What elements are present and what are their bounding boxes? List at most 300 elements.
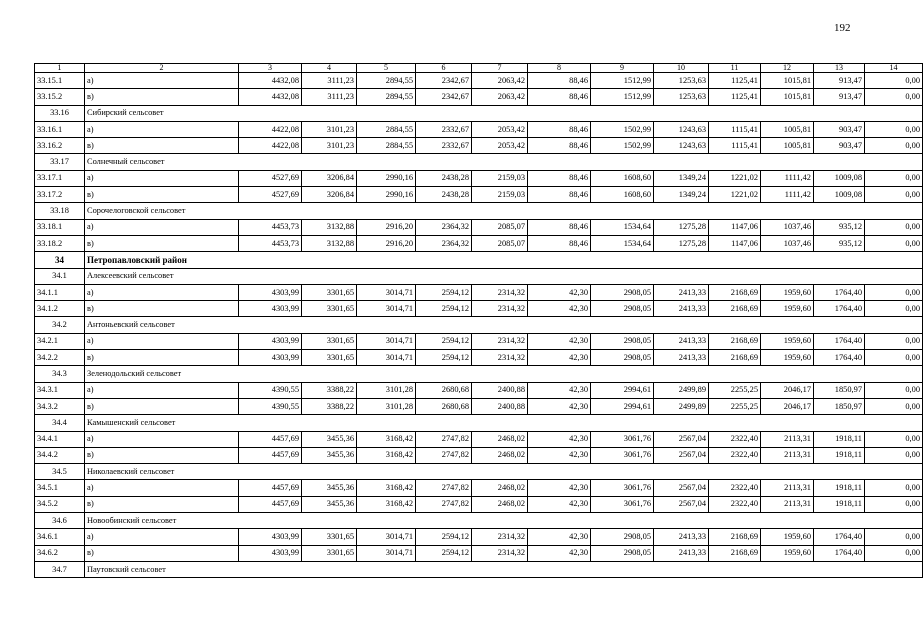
value-cell: 2884,55 bbox=[357, 121, 416, 137]
value-cell: 1009,08 bbox=[814, 170, 865, 186]
value-cell: 1221,02 bbox=[709, 187, 761, 203]
value-cell: 1253,63 bbox=[654, 73, 709, 89]
value-cell: 4527,69 bbox=[239, 170, 302, 186]
value-cell: 2567,04 bbox=[654, 480, 709, 496]
value-cell: 3014,71 bbox=[357, 284, 416, 300]
value-cell: 2413,33 bbox=[654, 301, 709, 317]
value-cell: 1764,40 bbox=[814, 545, 865, 561]
section-title: Солнечный сельсовет bbox=[85, 154, 923, 170]
value-cell: 3101,23 bbox=[302, 121, 357, 137]
row-id: 33.18 bbox=[35, 203, 85, 219]
column-header: 14 bbox=[865, 64, 923, 73]
value-cell: 2053,42 bbox=[472, 121, 528, 137]
value-cell: 1959,60 bbox=[761, 350, 814, 366]
value-cell: 42,30 bbox=[528, 382, 591, 398]
row-label: а) bbox=[85, 529, 239, 545]
value-cell: 3388,22 bbox=[302, 398, 357, 414]
row-id: 34.5.2 bbox=[35, 496, 85, 512]
value-cell: 2400,88 bbox=[472, 382, 528, 398]
value-cell: 2916,20 bbox=[357, 235, 416, 251]
value-cell: 2322,40 bbox=[709, 447, 761, 463]
value-cell: 1111,42 bbox=[761, 187, 814, 203]
section-title: Сорочелоговской сельсовет bbox=[85, 203, 923, 219]
value-cell: 42,30 bbox=[528, 301, 591, 317]
value-cell: 2332,67 bbox=[416, 138, 472, 154]
section-row bbox=[35, 268, 923, 284]
value-cell: 1959,60 bbox=[761, 529, 814, 545]
section-title: Алексеевский сельсовет bbox=[85, 268, 923, 284]
value-cell: 2400,88 bbox=[472, 398, 528, 414]
value-cell: 2168,69 bbox=[709, 333, 761, 349]
row-label: в) bbox=[85, 398, 239, 414]
value-cell: 42,30 bbox=[528, 350, 591, 366]
value-cell: 4390,55 bbox=[239, 382, 302, 398]
column-header: 11 bbox=[709, 64, 761, 73]
value-cell: 1037,46 bbox=[761, 219, 814, 235]
value-cell: 913,47 bbox=[814, 73, 865, 89]
value-cell: 2113,31 bbox=[761, 447, 814, 463]
table-row bbox=[35, 447, 923, 463]
value-cell: 2908,05 bbox=[591, 284, 654, 300]
value-cell: 2314,32 bbox=[472, 350, 528, 366]
value-cell: 3014,71 bbox=[357, 529, 416, 545]
value-cell: 3061,76 bbox=[591, 431, 654, 447]
value-cell: 0,00 bbox=[865, 170, 923, 186]
value-cell: 2085,07 bbox=[472, 219, 528, 235]
value-cell: 1959,60 bbox=[761, 545, 814, 561]
row-id: 33.16.1 bbox=[35, 121, 85, 137]
section-row bbox=[35, 317, 923, 333]
value-cell: 2567,04 bbox=[654, 496, 709, 512]
value-cell: 2499,89 bbox=[654, 398, 709, 414]
value-cell: 2314,32 bbox=[472, 333, 528, 349]
value-cell: 2342,67 bbox=[416, 73, 472, 89]
value-cell: 1349,24 bbox=[654, 170, 709, 186]
value-cell: 1918,11 bbox=[814, 496, 865, 512]
value-cell: 4457,69 bbox=[239, 447, 302, 463]
value-cell: 4390,55 bbox=[239, 398, 302, 414]
value-cell: 2322,40 bbox=[709, 431, 761, 447]
value-cell: 1275,28 bbox=[654, 235, 709, 251]
value-cell: 1764,40 bbox=[814, 301, 865, 317]
value-cell: 1502,99 bbox=[591, 121, 654, 137]
value-cell: 2894,55 bbox=[357, 73, 416, 89]
value-cell: 1608,60 bbox=[591, 170, 654, 186]
value-cell: 1115,41 bbox=[709, 138, 761, 154]
table-row bbox=[35, 382, 923, 398]
value-cell: 2468,02 bbox=[472, 431, 528, 447]
value-cell: 2113,31 bbox=[761, 496, 814, 512]
value-cell: 88,46 bbox=[528, 187, 591, 203]
value-cell: 903,47 bbox=[814, 121, 865, 137]
value-cell: 2468,02 bbox=[472, 447, 528, 463]
value-cell: 3014,71 bbox=[357, 333, 416, 349]
row-id: 34.7 bbox=[35, 561, 85, 577]
section-title: Паутовский сельсовет bbox=[85, 561, 923, 577]
section-row bbox=[35, 513, 923, 529]
value-cell: 3061,76 bbox=[591, 496, 654, 512]
value-cell: 3301,65 bbox=[302, 529, 357, 545]
row-id: 33.17 bbox=[35, 154, 85, 170]
value-cell: 0,00 bbox=[865, 301, 923, 317]
value-cell: 88,46 bbox=[528, 89, 591, 105]
row-id: 33.17.1 bbox=[35, 170, 85, 186]
value-cell: 0,00 bbox=[865, 219, 923, 235]
value-cell: 3455,36 bbox=[302, 496, 357, 512]
value-cell: 3168,42 bbox=[357, 447, 416, 463]
value-cell: 4303,99 bbox=[239, 545, 302, 561]
value-cell: 2908,05 bbox=[591, 529, 654, 545]
table-row bbox=[35, 219, 923, 235]
row-label: а) bbox=[85, 431, 239, 447]
value-cell: 3206,84 bbox=[302, 170, 357, 186]
value-cell: 0,00 bbox=[865, 382, 923, 398]
value-cell: 4303,99 bbox=[239, 529, 302, 545]
value-cell: 3301,65 bbox=[302, 284, 357, 300]
table-row bbox=[35, 529, 923, 545]
value-cell: 3301,65 bbox=[302, 545, 357, 561]
value-cell: 3455,36 bbox=[302, 431, 357, 447]
row-id: 33.16 bbox=[35, 105, 85, 121]
value-cell: 2413,33 bbox=[654, 529, 709, 545]
row-id: 34.4.2 bbox=[35, 447, 85, 463]
value-cell: 2594,12 bbox=[416, 545, 472, 561]
value-cell: 1275,28 bbox=[654, 219, 709, 235]
row-label: а) bbox=[85, 170, 239, 186]
row-id: 33.18.2 bbox=[35, 235, 85, 251]
value-cell: 1221,02 bbox=[709, 170, 761, 186]
value-cell: 2413,33 bbox=[654, 350, 709, 366]
table-row bbox=[35, 431, 923, 447]
value-cell: 2314,32 bbox=[472, 301, 528, 317]
value-cell: 935,12 bbox=[814, 235, 865, 251]
value-cell: 0,00 bbox=[865, 138, 923, 154]
value-cell: 4453,73 bbox=[239, 219, 302, 235]
value-cell: 4422,08 bbox=[239, 138, 302, 154]
value-cell: 3168,42 bbox=[357, 496, 416, 512]
value-cell: 4457,69 bbox=[239, 431, 302, 447]
value-cell: 935,12 bbox=[814, 219, 865, 235]
row-id: 33.15.2 bbox=[35, 89, 85, 105]
value-cell: 1147,06 bbox=[709, 235, 761, 251]
value-cell: 4303,99 bbox=[239, 350, 302, 366]
value-cell: 2332,67 bbox=[416, 121, 472, 137]
value-cell: 2884,55 bbox=[357, 138, 416, 154]
value-cell: 2438,28 bbox=[416, 170, 472, 186]
value-cell: 3101,23 bbox=[302, 138, 357, 154]
value-cell: 2063,42 bbox=[472, 73, 528, 89]
column-header: 9 bbox=[591, 64, 654, 73]
value-cell: 0,00 bbox=[865, 529, 923, 545]
value-cell: 4303,99 bbox=[239, 301, 302, 317]
value-cell: 3061,76 bbox=[591, 447, 654, 463]
value-cell: 2594,12 bbox=[416, 301, 472, 317]
value-cell: 3388,22 bbox=[302, 382, 357, 398]
value-cell: 3014,71 bbox=[357, 301, 416, 317]
value-cell: 2413,33 bbox=[654, 545, 709, 561]
value-cell: 42,30 bbox=[528, 398, 591, 414]
value-cell: 0,00 bbox=[865, 89, 923, 105]
value-cell: 2994,61 bbox=[591, 382, 654, 398]
value-cell: 2916,20 bbox=[357, 219, 416, 235]
value-cell: 2747,82 bbox=[416, 447, 472, 463]
section-title: Николаевский сельсовет bbox=[85, 464, 923, 480]
value-cell: 3101,28 bbox=[357, 382, 416, 398]
column-number-row bbox=[35, 64, 923, 73]
row-id: 34.3.2 bbox=[35, 398, 85, 414]
value-cell: 1918,11 bbox=[814, 431, 865, 447]
table-row bbox=[35, 333, 923, 349]
value-cell: 2908,05 bbox=[591, 350, 654, 366]
value-cell: 2894,55 bbox=[357, 89, 416, 105]
value-cell: 2255,25 bbox=[709, 382, 761, 398]
row-label: а) bbox=[85, 480, 239, 496]
value-cell: 3301,65 bbox=[302, 333, 357, 349]
value-cell: 1608,60 bbox=[591, 187, 654, 203]
value-cell: 1764,40 bbox=[814, 284, 865, 300]
value-cell: 1005,81 bbox=[761, 121, 814, 137]
row-id: 34.6 bbox=[35, 513, 85, 529]
value-cell: 0,00 bbox=[865, 398, 923, 414]
value-cell: 1005,81 bbox=[761, 138, 814, 154]
column-header: 10 bbox=[654, 64, 709, 73]
page-number: 192 bbox=[834, 22, 851, 34]
section-title: Антоньевский сельсовет bbox=[85, 317, 923, 333]
row-label: в) bbox=[85, 496, 239, 512]
row-id: 34.4 bbox=[35, 415, 85, 431]
value-cell: 1009,08 bbox=[814, 187, 865, 203]
row-id: 34 bbox=[35, 252, 85, 268]
value-cell: 2046,17 bbox=[761, 398, 814, 414]
value-cell: 2747,82 bbox=[416, 496, 472, 512]
value-cell: 2168,69 bbox=[709, 301, 761, 317]
value-cell: 2908,05 bbox=[591, 545, 654, 561]
column-header: 12 bbox=[761, 64, 814, 73]
value-cell: 2159,03 bbox=[472, 187, 528, 203]
value-cell: 2990,16 bbox=[357, 187, 416, 203]
value-cell: 2994,61 bbox=[591, 398, 654, 414]
value-cell: 2990,16 bbox=[357, 170, 416, 186]
row-label: в) bbox=[85, 301, 239, 317]
table-row bbox=[35, 301, 923, 317]
value-cell: 1125,41 bbox=[709, 73, 761, 89]
row-label: в) bbox=[85, 138, 239, 154]
value-cell: 42,30 bbox=[528, 333, 591, 349]
value-cell: 88,46 bbox=[528, 235, 591, 251]
row-id: 34.2.1 bbox=[35, 333, 85, 349]
value-cell: 2085,07 bbox=[472, 235, 528, 251]
value-cell: 1959,60 bbox=[761, 284, 814, 300]
column-header: 8 bbox=[528, 64, 591, 73]
value-cell: 3455,36 bbox=[302, 480, 357, 496]
row-label: а) bbox=[85, 284, 239, 300]
value-cell: 2594,12 bbox=[416, 529, 472, 545]
row-id: 34.4.1 bbox=[35, 431, 85, 447]
row-label: в) bbox=[85, 235, 239, 251]
table-row bbox=[35, 73, 923, 89]
value-cell: 2680,68 bbox=[416, 398, 472, 414]
value-cell: 2499,89 bbox=[654, 382, 709, 398]
section-row bbox=[35, 154, 923, 170]
row-label: в) bbox=[85, 89, 239, 105]
column-header: 4 bbox=[302, 64, 357, 73]
value-cell: 4422,08 bbox=[239, 121, 302, 137]
column-header: 6 bbox=[416, 64, 472, 73]
value-cell: 2364,32 bbox=[416, 219, 472, 235]
value-cell: 1147,06 bbox=[709, 219, 761, 235]
value-cell: 88,46 bbox=[528, 73, 591, 89]
value-cell: 4453,73 bbox=[239, 235, 302, 251]
value-cell: 88,46 bbox=[528, 121, 591, 137]
value-cell: 2046,17 bbox=[761, 382, 814, 398]
value-cell: 1918,11 bbox=[814, 480, 865, 496]
value-cell: 1764,40 bbox=[814, 529, 865, 545]
table-row bbox=[35, 545, 923, 561]
value-cell: 1764,40 bbox=[814, 350, 865, 366]
value-cell: 4303,99 bbox=[239, 333, 302, 349]
value-cell: 2594,12 bbox=[416, 284, 472, 300]
table-row bbox=[35, 284, 923, 300]
value-cell: 42,30 bbox=[528, 284, 591, 300]
table-row bbox=[35, 350, 923, 366]
value-cell: 4432,08 bbox=[239, 73, 302, 89]
column-header: 5 bbox=[357, 64, 416, 73]
value-cell: 1764,40 bbox=[814, 333, 865, 349]
value-cell: 2364,32 bbox=[416, 235, 472, 251]
value-cell: 2255,25 bbox=[709, 398, 761, 414]
value-cell: 1243,63 bbox=[654, 121, 709, 137]
value-cell: 1037,46 bbox=[761, 235, 814, 251]
value-cell: 3014,71 bbox=[357, 545, 416, 561]
row-label: а) bbox=[85, 333, 239, 349]
row-id: 34.1.2 bbox=[35, 301, 85, 317]
value-cell: 2113,31 bbox=[761, 480, 814, 496]
value-cell: 42,30 bbox=[528, 447, 591, 463]
value-cell: 2342,67 bbox=[416, 89, 472, 105]
value-cell: 1918,11 bbox=[814, 447, 865, 463]
value-cell: 1349,24 bbox=[654, 187, 709, 203]
value-cell: 2168,69 bbox=[709, 529, 761, 545]
value-cell: 0,00 bbox=[865, 350, 923, 366]
value-cell: 2322,40 bbox=[709, 496, 761, 512]
value-cell: 3301,65 bbox=[302, 350, 357, 366]
value-cell: 4303,99 bbox=[239, 284, 302, 300]
value-cell: 3301,65 bbox=[302, 301, 357, 317]
value-cell: 1243,63 bbox=[654, 138, 709, 154]
section-title: Зеленодольский сельсовет bbox=[85, 366, 923, 382]
value-cell: 3101,28 bbox=[357, 398, 416, 414]
row-id: 34.6.1 bbox=[35, 529, 85, 545]
value-cell: 3132,88 bbox=[302, 219, 357, 235]
column-header: 3 bbox=[239, 64, 302, 73]
table-row bbox=[35, 138, 923, 154]
value-cell: 1125,41 bbox=[709, 89, 761, 105]
table-row bbox=[35, 187, 923, 203]
value-cell: 2567,04 bbox=[654, 431, 709, 447]
value-cell: 1253,63 bbox=[654, 89, 709, 105]
value-cell: 88,46 bbox=[528, 138, 591, 154]
value-cell: 1534,64 bbox=[591, 235, 654, 251]
value-cell: 2063,42 bbox=[472, 89, 528, 105]
value-cell: 1512,99 bbox=[591, 89, 654, 105]
row-label: в) bbox=[85, 447, 239, 463]
row-id: 33.16.2 bbox=[35, 138, 85, 154]
row-id: 34.5 bbox=[35, 464, 85, 480]
row-id: 34.6.2 bbox=[35, 545, 85, 561]
value-cell: 2747,82 bbox=[416, 431, 472, 447]
column-header: 13 bbox=[814, 64, 865, 73]
value-cell: 2168,69 bbox=[709, 350, 761, 366]
value-cell: 2594,12 bbox=[416, 333, 472, 349]
value-cell: 2594,12 bbox=[416, 350, 472, 366]
section-row bbox=[35, 203, 923, 219]
value-cell: 2159,03 bbox=[472, 170, 528, 186]
row-id: 34.3 bbox=[35, 366, 85, 382]
column-header: 2 bbox=[85, 64, 239, 73]
section-row bbox=[35, 105, 923, 121]
row-id: 34.1.1 bbox=[35, 284, 85, 300]
value-cell: 88,46 bbox=[528, 170, 591, 186]
value-cell: 903,47 bbox=[814, 138, 865, 154]
value-cell: 2468,02 bbox=[472, 496, 528, 512]
value-cell: 2322,40 bbox=[709, 480, 761, 496]
value-cell: 4527,69 bbox=[239, 187, 302, 203]
value-cell: 42,30 bbox=[528, 545, 591, 561]
table-row bbox=[35, 480, 923, 496]
value-cell: 4457,69 bbox=[239, 480, 302, 496]
value-cell: 2468,02 bbox=[472, 480, 528, 496]
row-id: 34.5.1 bbox=[35, 480, 85, 496]
value-cell: 0,00 bbox=[865, 187, 923, 203]
value-cell: 0,00 bbox=[865, 496, 923, 512]
value-cell: 4457,69 bbox=[239, 496, 302, 512]
value-cell: 0,00 bbox=[865, 447, 923, 463]
value-cell: 0,00 bbox=[865, 545, 923, 561]
row-id: 34.1 bbox=[35, 268, 85, 284]
value-cell: 0,00 bbox=[865, 480, 923, 496]
value-cell: 1111,42 bbox=[761, 170, 814, 186]
value-cell: 2314,32 bbox=[472, 529, 528, 545]
value-cell: 3168,42 bbox=[357, 480, 416, 496]
value-cell: 88,46 bbox=[528, 219, 591, 235]
row-id: 34.2 bbox=[35, 317, 85, 333]
value-cell: 2680,68 bbox=[416, 382, 472, 398]
row-id: 34.2.2 bbox=[35, 350, 85, 366]
section-title: Петропавловский район bbox=[85, 252, 923, 268]
value-cell: 1850,97 bbox=[814, 382, 865, 398]
row-id: 34.3.1 bbox=[35, 382, 85, 398]
row-label: а) bbox=[85, 382, 239, 398]
value-cell: 1959,60 bbox=[761, 333, 814, 349]
value-cell: 2413,33 bbox=[654, 284, 709, 300]
value-cell: 2314,32 bbox=[472, 545, 528, 561]
value-cell: 1502,99 bbox=[591, 138, 654, 154]
district-row bbox=[35, 252, 923, 268]
section-row bbox=[35, 415, 923, 431]
value-cell: 913,47 bbox=[814, 89, 865, 105]
value-cell: 2314,32 bbox=[472, 284, 528, 300]
value-cell: 0,00 bbox=[865, 121, 923, 137]
row-id: 33.17.2 bbox=[35, 187, 85, 203]
value-cell: 2908,05 bbox=[591, 301, 654, 317]
value-cell: 1015,81 bbox=[761, 89, 814, 105]
row-label: в) bbox=[85, 545, 239, 561]
value-cell: 42,30 bbox=[528, 496, 591, 512]
value-cell: 1015,81 bbox=[761, 73, 814, 89]
row-id: 33.15.1 bbox=[35, 73, 85, 89]
table-row bbox=[35, 496, 923, 512]
value-cell: 0,00 bbox=[865, 431, 923, 447]
